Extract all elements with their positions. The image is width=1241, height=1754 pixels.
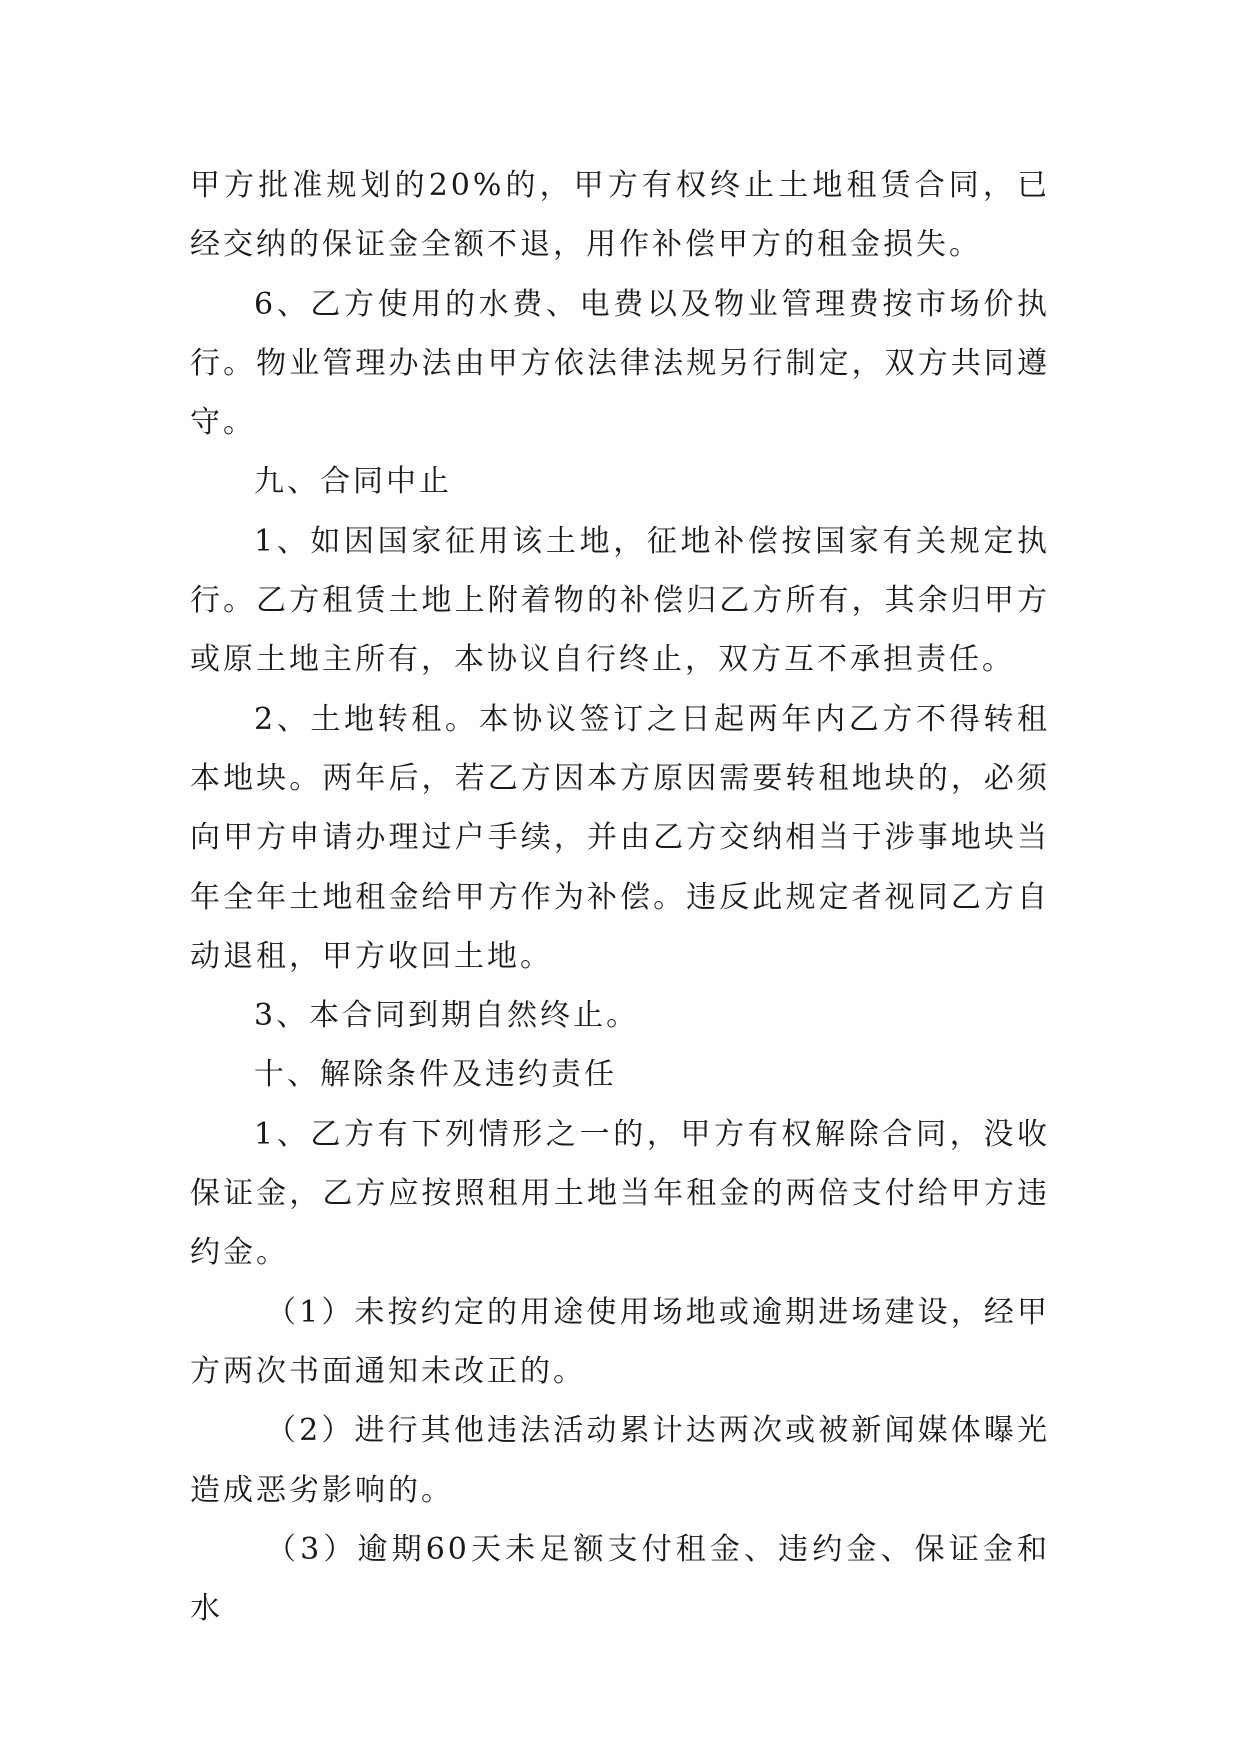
paragraph-9-3: 3、本合同到期自然终止。 — [254, 998, 640, 1034]
paragraph-10-1: 1、乙方有下列情形之一的，甲方有权解除合同，没收保证金，乙方应按照租用土地当年租金的两倍支付给甲方违约金。 — [190, 1116, 1050, 1271]
section-heading-9: 九、合同中止 — [254, 464, 452, 500]
paragraph-continuation: 甲方批准规划的20%的，甲方有权终止土地租赁合同，已经交纳的保证金全额不退，用作补偿甲方的租金损失。 — [190, 168, 1050, 263]
paragraph-9-2: 2、土地转租。本协议签订之日起两年内乙方不得转租本地块。两年后，若乙方因本方原因需要转租地块的，必须向甲方申请办理过户手续，并由乙方交纳相当于涉事地块当年全年土地租金给甲方作为补偿。违反此规定者视同乙方自动退租，甲方收回土地。 — [190, 701, 1050, 974]
paragraph-9-1: 1、如因国家征用该土地，征地补偿按国家有关规定执行。乙方租赁土地上附着物的补偿归乙方所有，其余归甲方或原土地主所有，本协议自行终止，双方互不承担责任。 — [190, 523, 1050, 678]
document-body — [190, 156, 1050, 1638]
paragraph-10-1-item-3: （3）逾期60天未足额支付租金、违约金、保证金和水 — [190, 1531, 1050, 1627]
paragraph-10-1-item-2: （2）进行其他违法活动累计达两次或被新闻媒体曝光造成恶劣影响的。 — [190, 1413, 1050, 1508]
paragraph-10-1-item-1: （1）未按约定的用途使用场地或逾期进场建设，经甲方两次书面通知未改正的。 — [190, 1294, 1050, 1389]
paragraph-clause-6: 6、乙方使用的水费、电费以及物业管理费按市场价执行。物业管理办法由甲方依法律法规另行制定，双方共同遵守。 — [190, 286, 1050, 441]
section-heading-10: 十、解除条件及违约责任 — [254, 1057, 617, 1093]
